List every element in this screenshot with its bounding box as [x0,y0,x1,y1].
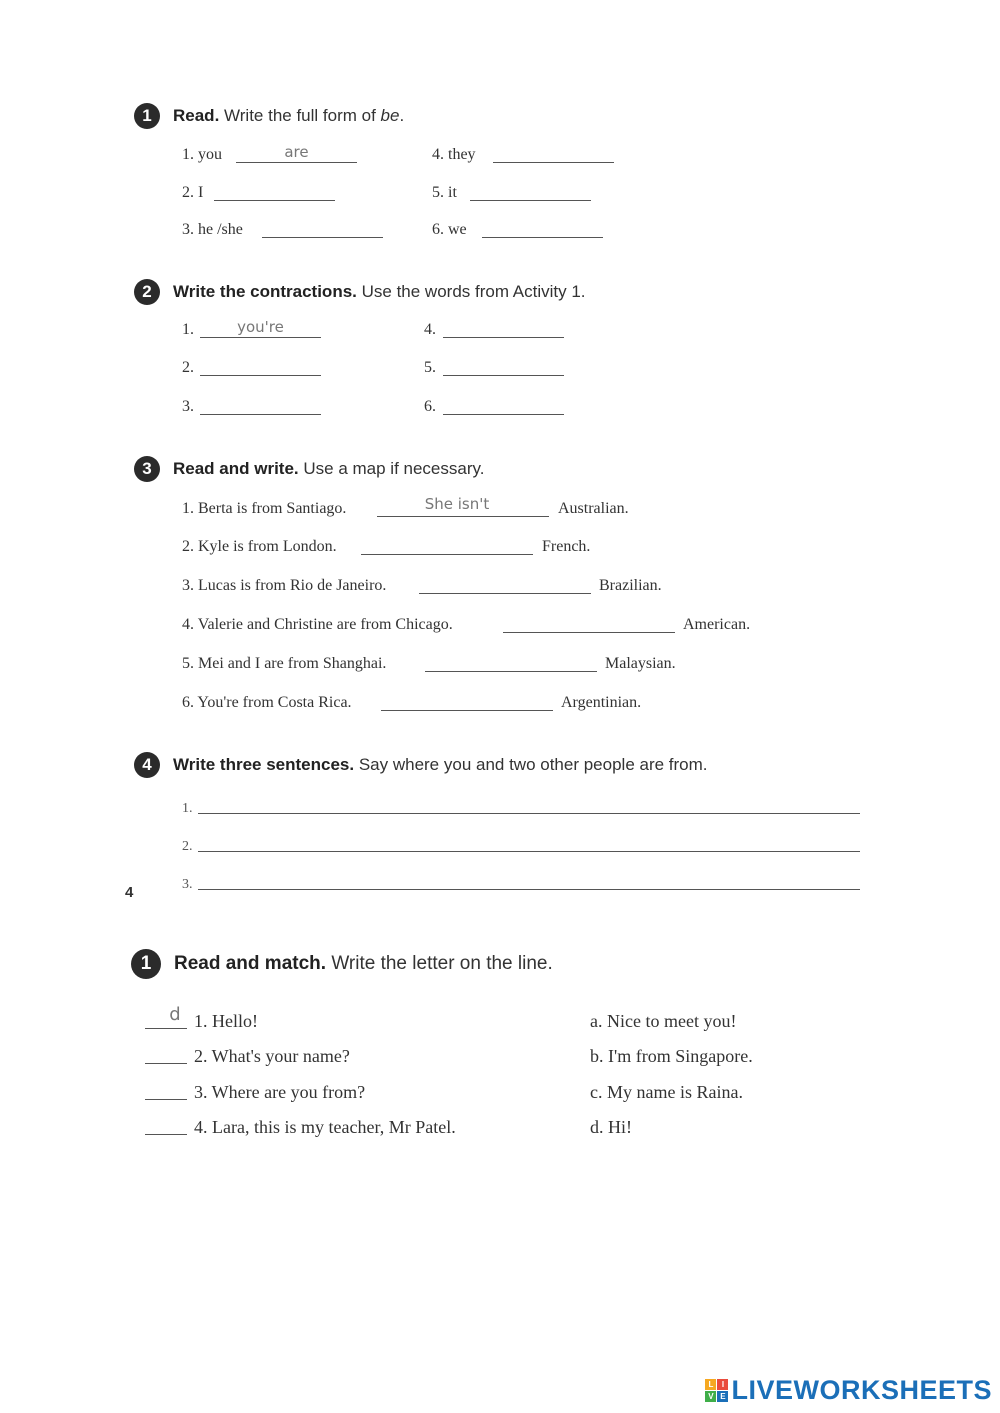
activity-1-title-rest: Write the full form of [219,106,381,125]
a1-item-5-blank[interactable] [470,200,591,201]
a2-item-4-blank[interactable] [443,337,564,338]
a3-item-3-blank[interactable] [419,593,591,594]
a3-item-5-prompt: 5. Mei and I are from Shanghai. [182,655,387,672]
match-badge: 1 [131,949,161,979]
match-option-a: a. Nice to meet you! [590,1011,737,1031]
logo-square-l: L [705,1379,716,1390]
match-item-4-blank[interactable] [145,1134,187,1135]
activity-1-title-end: . [399,106,405,125]
activity-1-heading [173,106,404,126]
a3-item-1-suffix: Australian. [558,500,629,517]
a3-item-2-blank[interactable] [361,554,533,555]
a2-item-2-label: 2. [182,359,194,376]
a4-item-3-label: 3. [182,877,193,892]
a3-item-1-prompt: 1. Berta is from Santiago. [182,500,347,517]
a2-item-6-label: 6. [424,398,436,415]
a4-item-2-line[interactable] [198,851,860,852]
a1-item-2-label: 2. I [182,184,204,201]
a1-item-6-blank[interactable] [482,237,603,238]
a4-item-1-label: 1. [182,801,193,816]
a4-item-3-line[interactable] [198,889,860,890]
a2-item-3-blank[interactable] [200,414,321,415]
a2-item-5-label: 5. [424,359,436,376]
a2-item-2-blank[interactable] [200,375,321,376]
match-item-2-blank[interactable] [145,1063,187,1064]
a3-item-4-suffix: American. [683,616,751,633]
a2-item-6-blank[interactable] [443,414,564,415]
a3-item-2-suffix: French. [542,538,591,555]
a1-item-2-blank[interactable] [214,200,335,201]
a4-item-2-label: 2. [182,839,193,854]
a3-item-6-suffix: Argentinian. [561,694,642,711]
a3-item-6-prompt: 6. You're from Costa Rica. [182,694,352,711]
page-number: 4 [125,884,134,901]
a2-item-3-label: 3. [182,398,194,415]
a3-item-2-prompt: 2. Kyle is from London. [182,538,337,555]
activity-1-badge: 1 [134,103,160,129]
a1-item-4-blank[interactable] [493,162,614,163]
a2-item-1-label: 1. [182,321,194,338]
a3-item-5-suffix: Malaysian. [605,655,676,672]
logo-square-i: I [717,1379,728,1390]
activity-4-badge: 4 [134,752,160,778]
match-option-c: c. My name is Raina. [590,1082,743,1102]
activity-4-title-rest: Say where you and two other people are from. [354,755,708,774]
match-heading [174,953,553,975]
activity-3-title-bold: Read and write. [173,459,299,478]
activity-3-title-rest: Use a map if necessary. [298,459,485,478]
a1-item-3-label: 3. he /she [182,221,243,238]
activity-2-heading [173,282,586,302]
activity-2-title-bold: Write the contractions. [173,282,357,301]
a3-item-1-blank[interactable] [377,516,549,517]
a1-item-4-label: 4. they [432,146,476,163]
a3-item-4-prompt: 4. Valerie and Christine are from Chicago. [182,616,453,633]
a2-item-5-blank[interactable] [443,375,564,376]
logo-square-e: E [717,1391,728,1402]
a1-item-6-label: 6. we [432,221,467,238]
logo-square-v: V [705,1391,716,1402]
logo-text: LIVEWORKSHEETS [731,1374,992,1405]
match-title-bold: Read and match. [174,953,327,974]
a1-item-1-answer: are [284,143,309,161]
activity-4-heading [173,755,708,775]
a4-item-1-line[interactable] [198,813,860,814]
a1-item-5-label: 5. it [432,184,457,201]
logo-squares-icon [705,1379,728,1402]
match-option-b: b. I'm from Singapore. [590,1046,753,1066]
match-item-2-text: 2. What's your name? [194,1046,350,1066]
a2-item-1-answer: you're [237,318,284,336]
match-option-d: d. Hi! [590,1117,632,1137]
activity-3-badge: 3 [134,456,160,482]
activity-1-title-bold: Read. [173,106,220,125]
activity-2-badge: 2 [134,279,160,305]
a3-item-3-suffix: Brazilian. [599,577,662,594]
match-item-1-blank[interactable] [145,1028,187,1029]
match-item-1-answer: d [169,1004,181,1025]
a1-item-1-label: 1. you [182,146,222,163]
activity-3-heading [173,459,484,479]
a2-item-1-blank[interactable] [200,337,321,338]
a1-item-3-blank[interactable] [262,237,383,238]
activity-2-title-rest: Use the words from Activity 1. [356,282,586,301]
liveworksheets-logo[interactable] [705,1375,992,1405]
a3-item-6-blank[interactable] [381,710,553,711]
a1-item-1-blank[interactable] [236,162,357,163]
match-title-rest: Write the letter on the line. [326,953,553,974]
match-item-3-blank[interactable] [145,1099,187,1100]
a3-item-1-answer: She isn't [424,495,490,513]
a2-item-4-label: 4. [424,321,436,338]
activity-4-title-bold: Write three sentences. [173,755,355,774]
activity-1-title-italic: be [380,106,400,125]
match-item-1-text: 1. Hello! [194,1011,258,1031]
match-item-3-text: 3. Where are you from? [194,1082,366,1102]
a3-item-4-blank[interactable] [503,632,675,633]
a3-item-5-blank[interactable] [425,671,597,672]
a3-item-3-prompt: 3. Lucas is from Rio de Janeiro. [182,577,387,594]
match-item-4-text: 4. Lara, this is my teacher, Mr Patel. [194,1117,456,1137]
